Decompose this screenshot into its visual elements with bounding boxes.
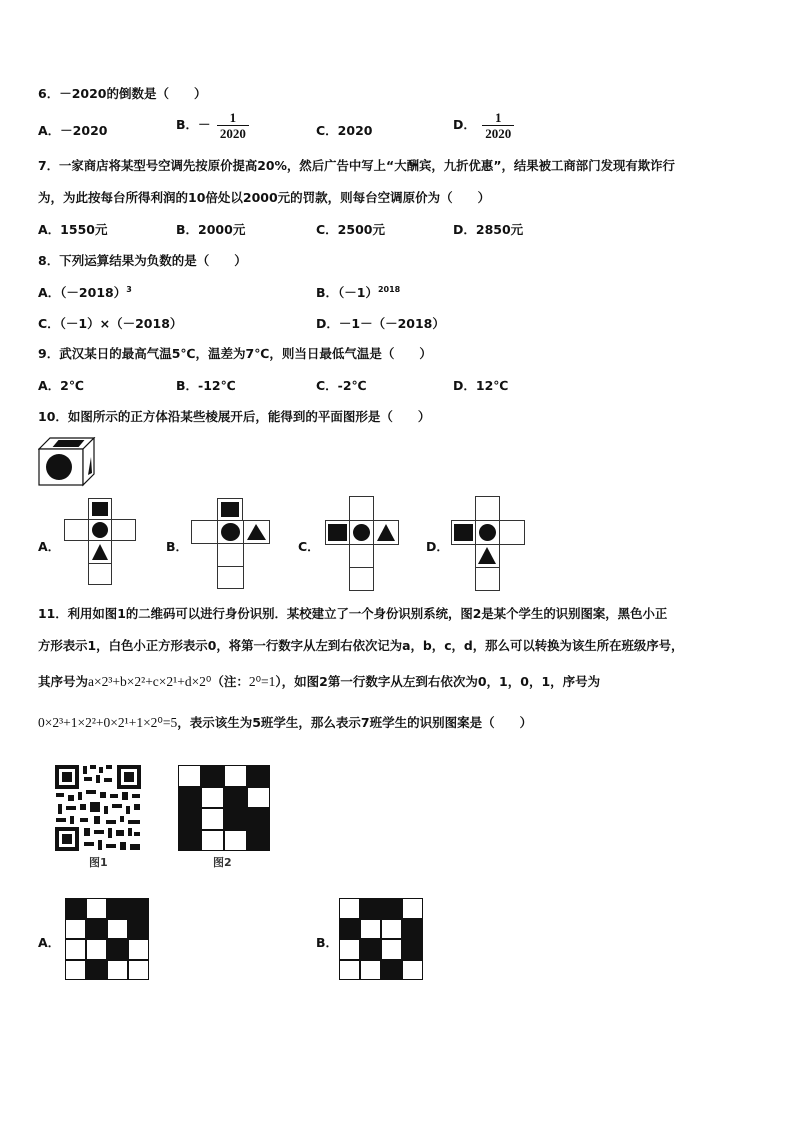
net-face bbox=[217, 520, 244, 544]
q8-option-d: D．－1－（－2018） bbox=[316, 316, 445, 331]
q6-option-b bbox=[176, 110, 249, 141]
black-cell bbox=[224, 787, 247, 809]
q11-line-3-note: 2⁰=1 bbox=[248, 674, 276, 689]
black-cell bbox=[247, 830, 270, 852]
white-cell bbox=[128, 939, 149, 960]
black-cell bbox=[178, 787, 201, 809]
circle-shape bbox=[221, 523, 240, 541]
black-cell bbox=[247, 765, 270, 787]
q11-line-3-text-b: （注： bbox=[211, 674, 249, 689]
q9-option-c: C．-2℃ bbox=[316, 378, 367, 393]
net-face bbox=[475, 567, 500, 591]
net-face bbox=[88, 498, 112, 520]
net-face bbox=[451, 520, 476, 545]
white-cell bbox=[201, 830, 224, 852]
net-face bbox=[499, 520, 525, 545]
white-cell bbox=[224, 765, 247, 787]
q7-line-2: 为，为此按每台所得利润的10倍处以2000元的罚款，则每台空调原价为（ ） bbox=[38, 190, 491, 205]
net-face bbox=[475, 520, 500, 545]
black-cell bbox=[360, 939, 381, 960]
white-cell bbox=[178, 765, 201, 787]
q6-option-d-fraction bbox=[482, 110, 514, 141]
white-cell bbox=[65, 960, 86, 981]
net-face bbox=[111, 519, 136, 541]
q10-option-b-label: B． bbox=[166, 539, 189, 554]
q10-stem: 10．如图所示的正方体沿某些棱展开后，能得到的平面图形是（ ） bbox=[38, 409, 431, 424]
white-cell bbox=[86, 939, 107, 960]
cube-figure bbox=[38, 437, 96, 487]
q8-option-a-base: A．（－2018） bbox=[38, 285, 127, 300]
white-cell bbox=[339, 960, 360, 981]
black-cell bbox=[107, 939, 128, 960]
square-shape bbox=[328, 524, 347, 541]
q8-option-a bbox=[38, 283, 132, 301]
net-face bbox=[88, 540, 112, 564]
black-cell bbox=[178, 830, 201, 852]
white-cell bbox=[381, 939, 402, 960]
q10-option-d-label: D． bbox=[426, 539, 449, 554]
white-cell bbox=[360, 960, 381, 981]
black-cell bbox=[360, 898, 381, 919]
triangle-shape bbox=[244, 521, 269, 543]
net-face bbox=[217, 566, 244, 589]
black-cell bbox=[107, 898, 128, 919]
white-cell bbox=[107, 960, 128, 981]
q8-option-a-exponent: 3 bbox=[126, 284, 132, 294]
q11-line-4-text: ，表示该生为5班学生，那么表示7班学生的识别图案是（ ） bbox=[177, 715, 533, 730]
white-cell bbox=[402, 898, 423, 919]
square-shape bbox=[454, 524, 473, 541]
q11-line-3 bbox=[38, 672, 600, 690]
q10-option-c-net bbox=[325, 496, 399, 592]
fraction-denominator: 2020 bbox=[217, 125, 249, 141]
q10-option-a-label: A． bbox=[38, 539, 61, 554]
q10-option-b-net bbox=[191, 498, 271, 590]
net-face bbox=[349, 544, 374, 568]
black-cell bbox=[178, 808, 201, 830]
black-cell bbox=[201, 765, 224, 787]
qr-code-figure bbox=[54, 764, 142, 852]
circle-shape bbox=[353, 524, 370, 541]
black-cell bbox=[339, 919, 360, 940]
black-cell bbox=[128, 898, 149, 919]
q11-line-3-text-c: ），如图2第一行数字从左到右依次为0，1，0，1，序号为 bbox=[275, 674, 601, 689]
net-face bbox=[475, 496, 500, 521]
figure-1-caption: 图1 bbox=[89, 856, 108, 869]
q7-option-d: D．2850元 bbox=[453, 222, 524, 237]
q8-option-b-base: B．（－1） bbox=[316, 285, 378, 300]
white-cell bbox=[128, 960, 149, 981]
q8-option-b bbox=[316, 283, 400, 301]
q10-option-a-net bbox=[64, 498, 136, 586]
white-cell bbox=[86, 898, 107, 919]
q11-line-4-formula: 0×2³+1×2²+0×2¹+1×2⁰=5 bbox=[38, 715, 178, 730]
white-cell bbox=[381, 919, 402, 940]
q7-option-c: C．2500元 bbox=[316, 222, 385, 237]
q11-line-1: 11．利用如图1的二维码可以进行身份识别．某校建立了一个身份识别系统，图2是某个学生的识别图案，黑色小正 bbox=[38, 606, 668, 621]
white-cell bbox=[107, 919, 128, 940]
triangle-shape bbox=[89, 541, 111, 563]
q9-stem: 9．武汉某日的最高气温5℃，温差为7℃，则当日最低气温是（ ） bbox=[38, 346, 432, 361]
black-cell bbox=[65, 898, 86, 919]
q11-option-b-label: B． bbox=[316, 935, 339, 950]
square-shape bbox=[92, 502, 108, 516]
triangle-shape bbox=[374, 521, 398, 544]
square-shape bbox=[221, 502, 239, 517]
black-cell bbox=[402, 919, 423, 940]
q6-option-c: C．2020 bbox=[316, 123, 373, 138]
net-face bbox=[64, 519, 89, 541]
black-cell bbox=[224, 808, 247, 830]
net-face bbox=[217, 543, 244, 567]
fraction-denominator: 2020 bbox=[482, 125, 514, 141]
white-cell bbox=[360, 919, 381, 940]
black-cell bbox=[86, 919, 107, 940]
q6-option-b-prefix: B．－ bbox=[176, 117, 211, 132]
net-face bbox=[325, 520, 350, 545]
q6-option-d-prefix: D． bbox=[453, 117, 476, 132]
q9-option-d: D．12℃ bbox=[453, 378, 509, 393]
q7-option-b: B．2000元 bbox=[176, 222, 246, 237]
white-cell bbox=[224, 830, 247, 852]
white-cell bbox=[65, 939, 86, 960]
fraction-numerator: 1 bbox=[495, 110, 502, 125]
q7-option-a: A．1550元 bbox=[38, 222, 108, 237]
net-face bbox=[88, 563, 112, 585]
figure-2-grid bbox=[178, 765, 270, 851]
q11-line-2: 方形表示1，白色小正方形表示0，将第一行数字从左到右依次记为a，b，c，d，那么可以转换为该生所在班级序号， bbox=[38, 638, 684, 653]
fraction-numerator: 1 bbox=[229, 110, 237, 125]
q6-stem: 6．－2020的倒数是（ ） bbox=[38, 86, 207, 101]
q9-option-b: B．-12℃ bbox=[176, 378, 236, 393]
net-face bbox=[191, 520, 218, 544]
white-cell bbox=[247, 787, 270, 809]
triangle-shape bbox=[476, 545, 499, 567]
q8-option-b-exponent: 2018 bbox=[377, 284, 401, 294]
q9-option-a: A．2℃ bbox=[38, 378, 85, 393]
black-cell bbox=[86, 960, 107, 981]
net-face bbox=[349, 496, 374, 521]
q11-option-a-grid bbox=[65, 898, 149, 980]
black-cell bbox=[381, 898, 402, 919]
white-cell bbox=[402, 960, 423, 981]
q11-option-b-grid bbox=[339, 898, 423, 980]
white-cell bbox=[201, 787, 224, 809]
net-face bbox=[373, 520, 399, 545]
q6-option-d bbox=[453, 110, 514, 141]
net-face bbox=[88, 519, 112, 541]
white-cell bbox=[339, 898, 360, 919]
white-cell bbox=[201, 808, 224, 830]
circle-shape bbox=[92, 522, 108, 538]
circle-shape bbox=[479, 524, 496, 541]
q8-stem: 8．下列运算结果为负数的是（ ） bbox=[38, 253, 247, 268]
white-cell bbox=[65, 919, 86, 940]
net-face bbox=[217, 498, 243, 521]
q11-line-3-text-a: 其序号为 bbox=[38, 674, 89, 689]
q7-line-1: 7．一家商店将某型号空调先按原价提高20%，然后广告中写上“大酬宾，九折优惠”，结果被工商部门发现有欺诈行 bbox=[38, 158, 675, 173]
white-cell bbox=[339, 939, 360, 960]
q10-option-d-net bbox=[451, 496, 525, 592]
net-face bbox=[349, 567, 374, 591]
q6-option-b-fraction bbox=[217, 110, 249, 141]
black-cell bbox=[247, 808, 270, 830]
black-cell bbox=[128, 919, 149, 940]
q11-option-a-label: A． bbox=[38, 935, 61, 950]
q8-option-c: C．（－1）×（－2018） bbox=[38, 316, 183, 331]
black-cell bbox=[381, 960, 402, 981]
black-cell bbox=[402, 939, 423, 960]
figure-2-caption: 图2 bbox=[213, 856, 232, 869]
q6-option-a: A．－2020 bbox=[38, 123, 108, 138]
q11-line-3-formula: a×2³+b×2²+c×2¹+d×2⁰ bbox=[88, 674, 212, 689]
q11-line-4 bbox=[38, 713, 532, 731]
q10-option-c-label: C． bbox=[298, 539, 320, 554]
net-face bbox=[349, 520, 374, 545]
net-face bbox=[475, 544, 500, 568]
net-face bbox=[243, 520, 270, 544]
